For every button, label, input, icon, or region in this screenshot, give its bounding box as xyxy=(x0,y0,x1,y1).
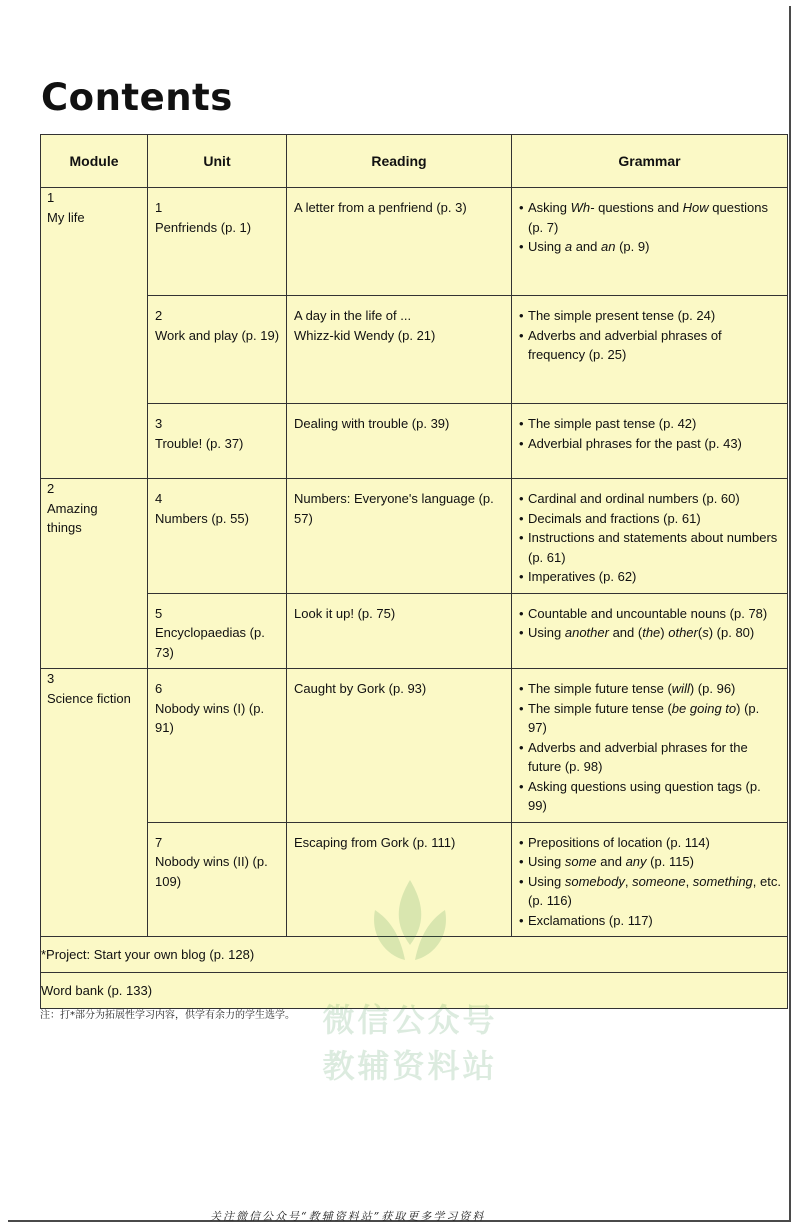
unit-name: Nobody wins (II) (p. 109) xyxy=(155,854,268,889)
footnote: 注：打*部分为拓展性学习内容，供学有余力的学生选学。 xyxy=(40,1010,295,1021)
unit-cell xyxy=(148,404,287,479)
grammar-item: • Prepositions of location (p. 114) xyxy=(519,833,781,853)
unit-number: 1 xyxy=(155,200,163,215)
table-row xyxy=(41,937,788,973)
grammar-item: • Using a and an (p. 9) xyxy=(519,237,781,257)
table-row xyxy=(41,479,788,594)
unit-number: 3 xyxy=(155,416,163,431)
watermark-line2: 教辅资料站 xyxy=(322,1047,498,1085)
grammar-item: • Asking Wh- questions and How questions (p. 7) xyxy=(519,198,781,237)
header-unit: Unit xyxy=(148,135,287,188)
reading-cell xyxy=(287,669,512,823)
grammar-cell xyxy=(512,593,788,669)
unit-name: Penfriends (p. 1) xyxy=(155,219,252,235)
watermark-line1: 微信公众号 xyxy=(322,1001,498,1039)
reading-text: Whizz-kid Wendy (p. 21) xyxy=(294,327,436,343)
footer-text: 关注微信公众号“教辅资料站”获取更多学习资料 xyxy=(210,1210,486,1223)
module-name: My life xyxy=(47,209,85,225)
unit-cell xyxy=(148,593,287,669)
header-grammar: Grammar xyxy=(512,135,788,188)
reading-text: A day in the life of ... xyxy=(294,308,412,323)
unit-name: Work and play (p. 19) xyxy=(155,327,280,343)
grammar-item: • Adverbs and adverbial phrases of frequency (p. 25) xyxy=(519,326,781,365)
header-module: Module xyxy=(41,135,148,188)
unit-cell xyxy=(148,822,287,937)
unit-number: 6 xyxy=(155,681,163,696)
unit-name: Numbers (p. 55) xyxy=(155,510,249,526)
unit-cell xyxy=(148,296,287,404)
table-row xyxy=(41,973,788,1009)
unit-number: 4 xyxy=(155,491,163,506)
table-row xyxy=(41,593,788,669)
grammar-item: • Asking questions using question tags (p. 99) xyxy=(519,777,781,816)
grammar-cell xyxy=(512,188,788,296)
grammar-cell xyxy=(512,822,788,937)
header-row xyxy=(41,135,788,188)
reading-text: Numbers: Everyone's language (p. 57) xyxy=(294,491,494,526)
unit-cell xyxy=(148,669,287,823)
reading-text: Look it up! (p. 75) xyxy=(294,605,396,621)
reading-text: A letter from a penfriend (p. 3) xyxy=(294,200,467,215)
reading-cell xyxy=(287,188,512,296)
grammar-cell xyxy=(512,479,788,594)
module-number: 2 xyxy=(47,481,55,496)
table-row xyxy=(41,669,788,823)
reading-cell xyxy=(287,479,512,594)
reading-cell xyxy=(287,822,512,937)
grammar-item: • Using somebody, someone, something, etc. (p. 116) xyxy=(519,872,781,911)
module-cell xyxy=(41,669,148,937)
module-name: Science fiction xyxy=(47,690,131,706)
grammar-item: • Using another and (the) other(s) (p. 80) xyxy=(519,623,781,643)
unit-name: Trouble! (p. 37) xyxy=(155,435,244,451)
page-title: Contents xyxy=(41,76,233,119)
grammar-item: • Using some and any (p. 115) xyxy=(519,852,781,872)
table-row xyxy=(41,188,788,296)
grammar-item: • Countable and uncountable nouns (p. 78) xyxy=(519,604,781,624)
grammar-item: • The simple past tense (p. 42) xyxy=(519,414,781,434)
reading-cell xyxy=(287,404,512,479)
unit-name: Encyclopaedias (p. 73) xyxy=(155,625,265,660)
reading-text: Dealing with trouble (p. 39) xyxy=(294,416,450,431)
grammar-cell xyxy=(512,296,788,404)
word-bank-row: Word bank (p. 133) xyxy=(41,973,788,1009)
unit-cell xyxy=(148,479,287,594)
grammar-item: • Decimals and fractions (p. 61) xyxy=(519,509,781,529)
grammar-item: • Adverbial phrases for the past (p. 43) xyxy=(519,434,781,454)
reading-text: Escaping from Gork (p. 111) xyxy=(294,834,456,850)
unit-number: 2 xyxy=(155,308,163,323)
module-name: Amazing things xyxy=(47,500,98,535)
grammar-cell xyxy=(512,669,788,823)
grammar-item: • Adverbs and adverbial phrases for the future (p. 98) xyxy=(519,738,781,777)
module-number: 1 xyxy=(47,190,55,205)
module-cell xyxy=(41,188,148,479)
grammar-item: • The simple present tense (p. 24) xyxy=(519,306,781,326)
table-row xyxy=(41,404,788,479)
module-number: 3 xyxy=(47,671,55,686)
reading-text: Caught by Gork (p. 93) xyxy=(294,681,427,696)
grammar-item: • Instructions and statements about numbers (p. 61) xyxy=(519,528,781,567)
grammar-item: • Exclamations (p. 117) xyxy=(519,911,781,931)
grammar-item: • The simple future tense (be going to) (p. 97) xyxy=(519,699,781,738)
grammar-item: • Imperatives (p. 62) xyxy=(519,567,781,587)
reading-cell xyxy=(287,593,512,669)
reading-cell xyxy=(287,296,512,404)
table-row xyxy=(41,296,788,404)
table-row xyxy=(41,822,788,937)
grammar-item: • Cardinal and ordinal numbers (p. 60) xyxy=(519,489,781,509)
grammar-item: • The simple future tense (will) (p. 96) xyxy=(519,679,781,699)
module-cell xyxy=(41,479,148,669)
header-reading: Reading xyxy=(287,135,512,188)
contents-table xyxy=(40,134,788,1009)
unit-name: Nobody wins (I) (p. 91) xyxy=(155,700,265,735)
grammar-cell xyxy=(512,404,788,479)
project-row: *Project: Start your own blog (p. 128) xyxy=(41,937,788,973)
unit-number: 5 xyxy=(155,605,163,621)
unit-cell xyxy=(148,188,287,296)
unit-number: 7 xyxy=(155,834,163,850)
